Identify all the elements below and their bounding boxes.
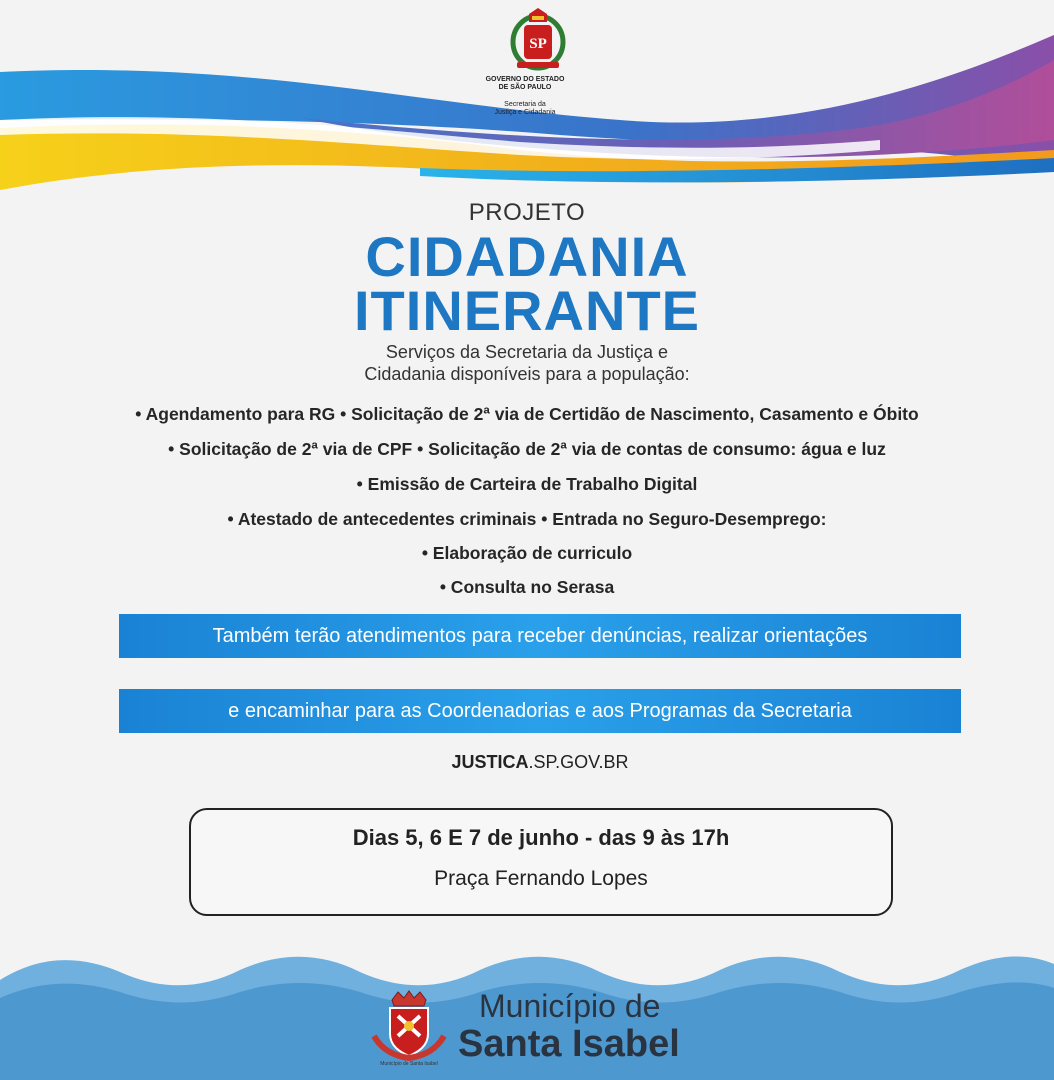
municipio-label: Município de bbox=[479, 988, 661, 1024]
service-line: • Emissão de Carteira de Trabalho Digital bbox=[356, 474, 698, 494]
website-bold: JUSTICA bbox=[451, 752, 529, 772]
crest-caption: Município de Santa Isabel bbox=[380, 1061, 438, 1067]
service-line: • Atestado de antecedentes criminais • Entrada no Seguro-Desemprego: bbox=[227, 509, 827, 529]
secretaria-line1: Secretaria da bbox=[504, 101, 546, 108]
info-banner: e encaminhar para as Coordenadorias e aos Programas da Secretaria bbox=[119, 689, 961, 733]
city-name: Santa Isabel bbox=[458, 1023, 680, 1065]
sao-paulo-seal-icon bbox=[507, 6, 569, 74]
website-link[interactable] bbox=[0, 752, 1054, 773]
info-banner: Também terão atendimentos para receber denúncias, realizar orientações bbox=[119, 614, 961, 658]
svg-text:SP: SP bbox=[529, 36, 547, 52]
service-line: • Elaboração de curriculo bbox=[421, 543, 633, 563]
website-rest: .SP.GOV.BR bbox=[528, 752, 629, 772]
title-line1: CIDADANIA bbox=[365, 225, 689, 288]
secretaria-line2: Justiça e Cidadania bbox=[494, 109, 556, 116]
secretaria-name bbox=[470, 101, 580, 117]
gov-name-line1: GOVERNO DO ESTADO bbox=[485, 76, 565, 83]
service-line: • Solicitação de 2ª via de CPF • Solicitação de 2ª via de contas de consumo: água e luz bbox=[168, 439, 886, 459]
gov-name bbox=[470, 76, 580, 92]
subtitle-line1: Serviços da Secretaria da Justiça e bbox=[385, 342, 669, 362]
subtitle-line2: Cidadania disponíveis para a população: bbox=[364, 364, 690, 384]
event-dates: Dias 5, 6 E 7 de junho - das 9 às 17h bbox=[352, 825, 730, 850]
santa-isabel-crest-icon bbox=[370, 990, 448, 1064]
title-line2: ITINERANTE bbox=[354, 279, 700, 342]
gov-name-line2: DE SÃO PAULO bbox=[498, 84, 552, 91]
service-line: • Consulta no Serasa bbox=[439, 577, 615, 597]
service-line: • Agendamento para RG • Solicitação de 2ª via de Certidão de Nascimento, Casamento e Óbito bbox=[135, 404, 919, 424]
event-place: Praça Fernando Lopes bbox=[434, 867, 648, 890]
project-label: PROJETO bbox=[468, 199, 586, 226]
